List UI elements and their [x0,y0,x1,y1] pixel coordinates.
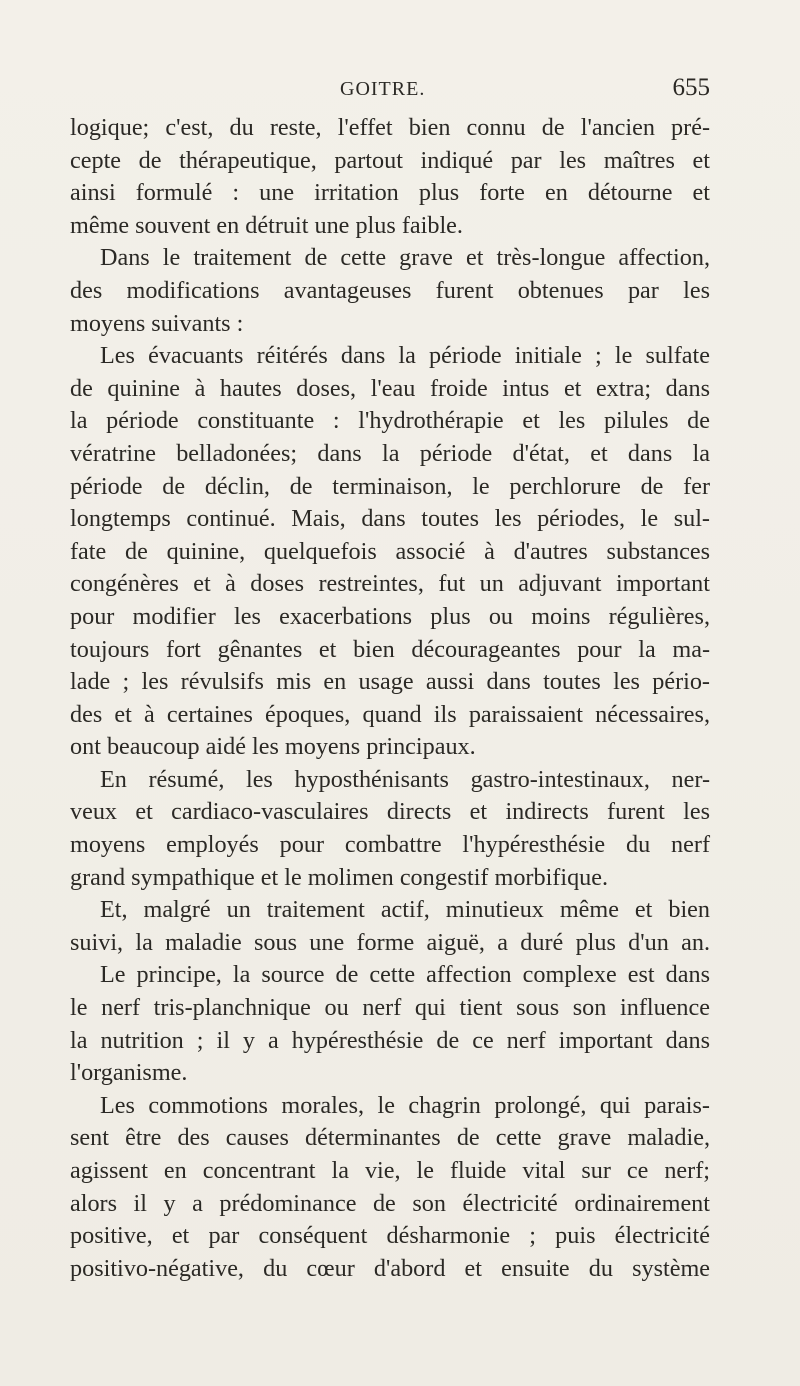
text-line: de quinine à hautes doses, l'eau froide intus et extra; dans [70,374,710,402]
page-number: 655 [672,74,710,101]
text-line: positive, et par conséquent désharmonie ; puis électricité [70,1222,710,1250]
text-line: même souvent en détruit une plus faible. [70,211,463,239]
text-line: fate de quinine, quelquefois associé à d'autres substances [70,537,710,565]
text-line: congénères et à doses restreintes, fut un adjuvant important [70,570,710,598]
text-line: la nutrition ; il y a hypéresthésie de ce nerf important dans [70,1026,710,1054]
text-line: période de déclin, de terminaison, le perchlorure de fer [70,472,710,500]
text-line: suivi, la maladie sous une forme aiguë, a duré plus d'un an. [70,928,710,956]
text-line: ont beaucoup aidé les moyens principaux. [70,733,476,761]
text-line: Les commotions morales, le chagrin prolongé, qui parais- [100,1091,710,1119]
text-line: lade ; les révulsifs mis en usage aussi dans toutes les pério- [70,668,710,696]
text-line: Les évacuants réitérés dans la période initiale ; le sulfate [100,342,710,370]
text-line: sent être des causes déterminantes de cette grave maladie, [70,1124,710,1152]
text-line: positivo-négative, du cœur d'abord et ensuite du système [70,1254,710,1282]
text-line: le nerf tris-planchnique ou nerf qui tient sous son influence [70,994,710,1022]
text-line: En résumé, les hyposthénisants gastro-intestinaux, ner- [100,765,710,793]
text-line: Dans le traitement de cette grave et très-longue affection, [100,244,710,272]
text-line: vératrine belladonées; dans la période d'état, et dans la [70,439,710,467]
text-line: alors il y a prédominance de son électricité ordinairement [70,1189,710,1217]
text-line: logique; c'est, du reste, l'effet bien connu de l'ancien pré- [70,114,710,141]
running-title: GOITRE. [340,78,426,100]
body-text [70,112,710,1285]
text-line: pour modifier les exacerbations plus ou moins régulières, [70,602,710,630]
text-line: Le principe, la source de cette affection complexe est dans [100,961,710,989]
text-line: l'organisme. [70,1059,188,1087]
text-line: des modifications avantageuses furent obtenues par les [70,276,710,304]
text-line: grand sympathique et le molimen congestif morbifique. [70,863,609,891]
page-header [70,74,710,108]
text-line: Et, malgré un traitement actif, minutieux même et bien [100,896,710,924]
text-line: moyens employés pour combattre l'hypéresthésie du nerf [70,831,710,859]
text-line: cepte de thérapeutique, partout indiqué par les maîtres et [70,146,710,174]
text-line: agissent en concentrant la vie, le fluide vital sur ce nerf; [70,1157,710,1184]
text-line: longtemps continué. Mais, dans toutes les périodes, le sul- [70,505,710,533]
text-line: moyens suivants : [70,309,244,337]
text-line: ainsi formulé : une irritation plus forte en détourne et [70,179,710,207]
text-line: toujours fort gênantes et bien décourageantes pour la ma- [70,635,710,663]
text-line: la période constituante : l'hydrothérapie et les pilules de [70,407,710,435]
text-line: des et à certaines époques, quand ils paraissaient nécessaires, [70,700,710,728]
text-line: veux et cardiaco-vasculaires directs et indirects furent les [70,798,710,826]
